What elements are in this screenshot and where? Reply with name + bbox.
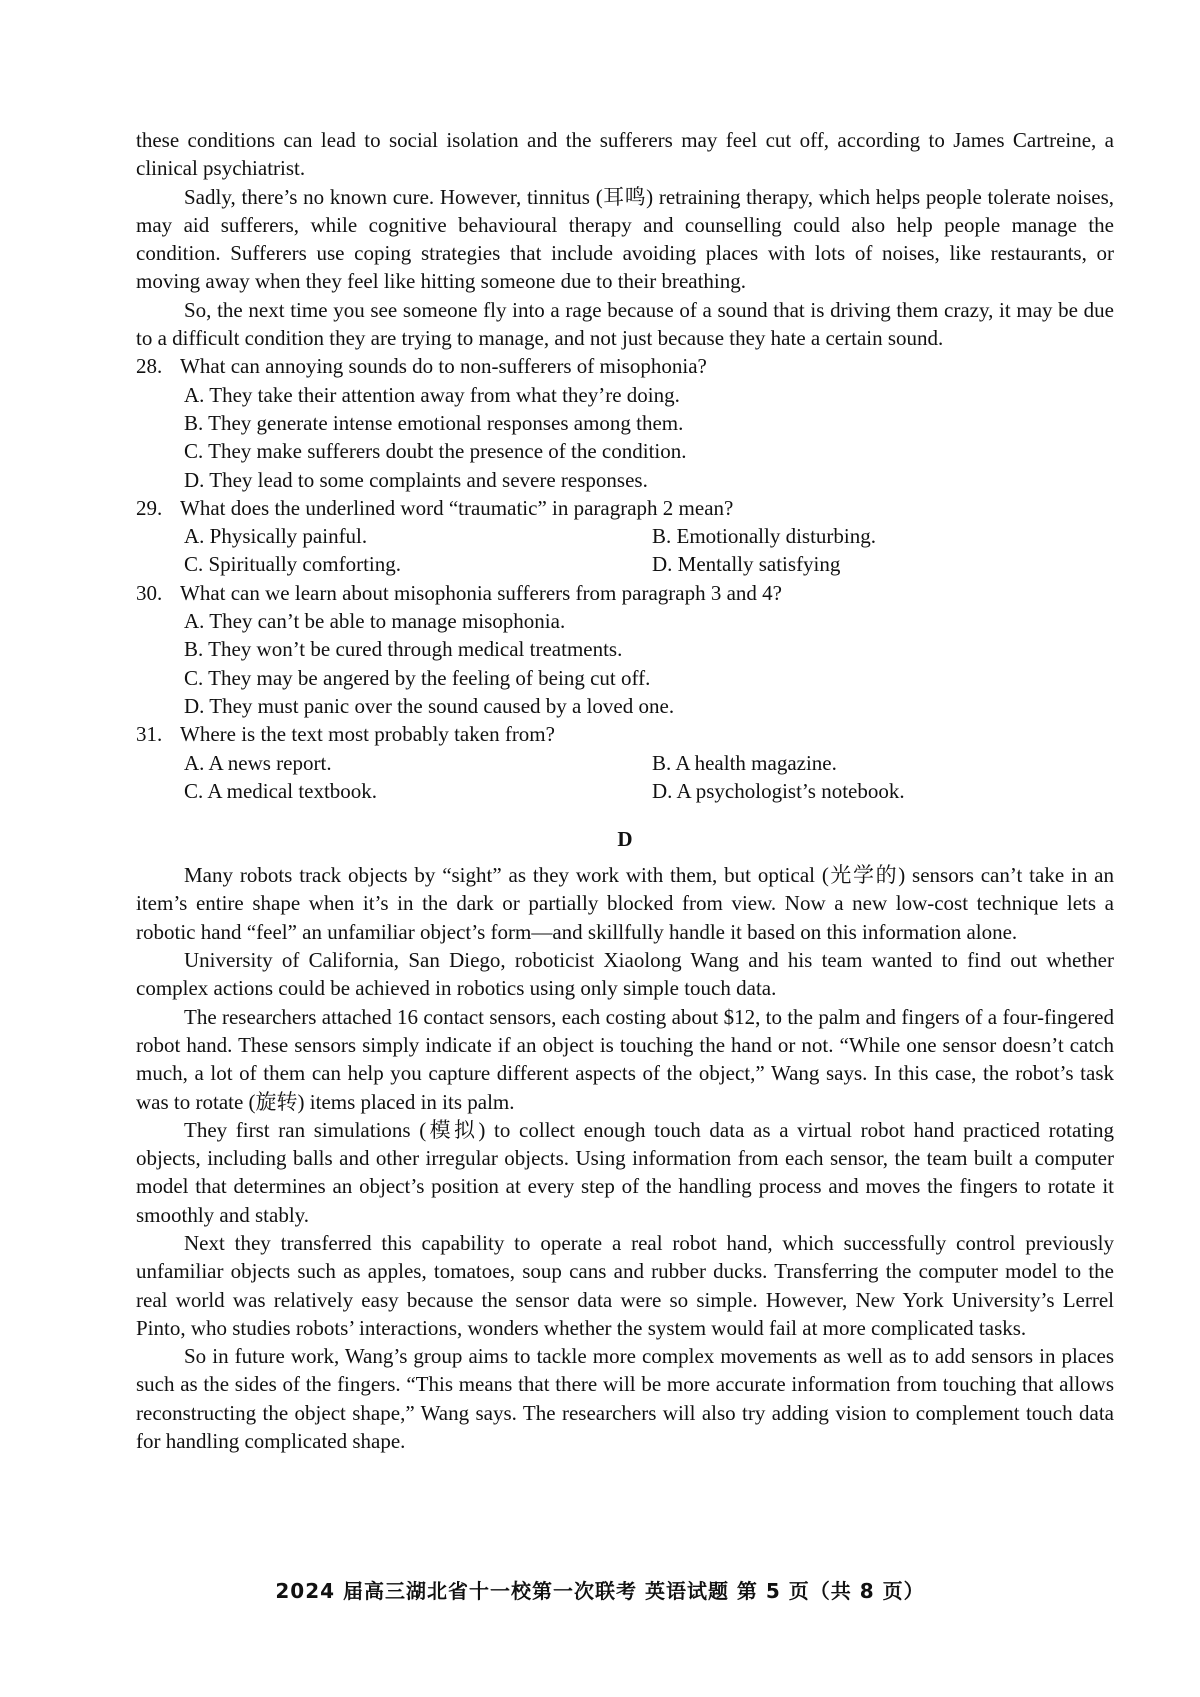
option: C. A medical textbook. <box>184 778 378 803</box>
option: C. Spiritually comforting. <box>184 552 401 577</box>
passage-c-tail <box>136 126 1114 352</box>
option: A. They can’t be able to manage misophonia. <box>184 609 566 634</box>
option: A. They take their attention away from what they’re doing. <box>184 382 680 407</box>
paragraph: Sadly, there’s no known cure. However, tinnitus (耳鸣) retraining therapy, which helps people tolerate noises, may aid sufferers, while cognitive behavioural therapy and counselling could also help people manage the condition. Sufferers use coping strategies that include avoiding places with lots of noises, like restaurants, or moving away when they feel like hitting someone due to their breathing. <box>136 184 1114 294</box>
option: D. They must panic over the sound caused by a loved one. <box>184 693 675 718</box>
option: B. They won’t be cured through medical treatments. <box>184 637 623 662</box>
section-title: D <box>617 827 633 852</box>
option: D. They lead to some complaints and severe responses. <box>184 467 648 492</box>
question-number: 28. <box>136 354 163 379</box>
question-29 <box>136 494 1114 579</box>
paragraph: these conditions can lead to social isolation and the sufferers may feel cut off, according to James Cartreine, a clinical psychiatrist. <box>136 128 1114 181</box>
option: B. A health magazine. <box>652 750 837 775</box>
option: D. Mentally satisfying <box>652 552 841 577</box>
paragraph: Many robots track objects by “sight” as they work with them, but optical (光学的) sensors can’t take in an item’s entire shape when it’s in the dark or partially blocked from view. Now a new low-cost technique lets a robotic hand “feel” an unfamiliar object’s form—and skillfully handle it based on this information alone. <box>136 863 1114 944</box>
option: D. A psychologist’s notebook. <box>652 778 905 803</box>
option: C. They make sufferers doubt the presence of the condition. <box>184 439 687 464</box>
paragraph: So in future work, Wang’s group aims to tackle more complex movements as well as to add sensors in places such as the sides of the fingers. “This means that there will be more accurate information from touching that allows reconstructing the object shape,” Wang says. The researchers will also try adding vision to complement touch data for handling complicated shape. <box>136 1344 1114 1454</box>
page-footer: 2024 届高三湖北省十一校第一次联考 英语试题 第 5 页（共 8 页） <box>275 1579 925 1603</box>
passage-d <box>136 825 1114 1455</box>
question-number: 30. <box>136 580 163 605</box>
option: A. Physically painful. <box>184 524 368 549</box>
question-stem: What can annoying sounds do to non-sufferers of misophonia? <box>180 354 707 379</box>
question-number: 29. <box>136 495 163 520</box>
option: A. A news report. <box>184 750 332 775</box>
question-stem: What can we learn about misophonia sufferers from paragraph 3 and 4? <box>180 580 782 605</box>
question-number: 31. <box>136 722 163 747</box>
option: B. Emotionally disturbing. <box>652 524 876 549</box>
question-list <box>136 352 1114 805</box>
question-stem: What does the underlined word “traumatic” in paragraph 2 mean? <box>180 495 734 520</box>
paragraph: So, the next time you see someone fly into a rage because of a sound that is driving them crazy, it may be due to a difficult condition they are trying to manage, and not just because they hate a certain sound. <box>136 297 1114 351</box>
question-28 <box>136 352 1114 493</box>
paragraph: They first ran simulations (模拟) to collect enough touch data as a virtual robot hand practiced rotating objects, including balls and other irregular objects. Using information from each sensor, the team built a computer model that determines an object’s position at every step of the handling process and moves the fingers to rotate it smoothly and stably. <box>136 1117 1114 1227</box>
option: C. They may be angered by the feeling of being cut off. <box>184 665 651 690</box>
question-31 <box>136 720 1114 805</box>
question-30 <box>136 579 1114 720</box>
paragraph: University of California, San Diego, roboticist Xiaolong Wang and his team wanted to find out whether complex actions could be achieved in robotics using only simple touch data. <box>136 948 1114 1001</box>
exam-page <box>136 126 1114 1656</box>
option: B. They generate intense emotional responses among them. <box>184 410 684 435</box>
question-stem: Where is the text most probably taken from? <box>180 722 555 747</box>
paragraph: The researchers attached 16 contact sensors, each costing about $12, to the palm and fingers of a four-fingered robot hand. These sensors simply indicate if an object is touching the hand or not. “While one sensor doesn’t catch much, a lot of them can help you capture different aspects of the object,” Wang says. In this case, the robot’s task was to rotate (旋转) items placed in its palm. <box>136 1004 1114 1114</box>
paragraph: Next they transferred this capability to operate a real robot hand, which successfully control previously unfamiliar objects such as apples, tomatoes, soup cans and rubber ducks. Transferring the computer model to the real world was relatively easy because the sensor data were so simple. However, New York University’s Lerrel Pinto, who studies robots’ interactions, wonders whether the system would fail at more complicated tasks. <box>136 1230 1114 1340</box>
